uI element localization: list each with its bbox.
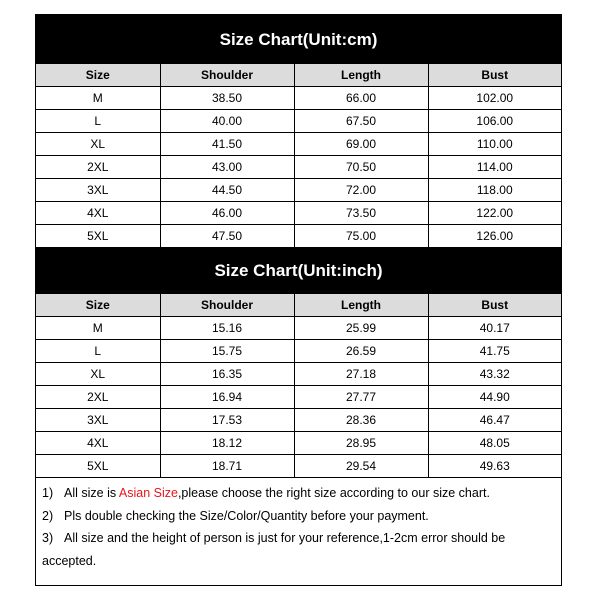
- inch-header-length: Length: [294, 294, 428, 317]
- inch-cell-length: 27.18: [294, 363, 428, 386]
- cm-header-row: [36, 64, 561, 87]
- cm-table-row: [36, 87, 561, 110]
- cm-cell-length: 67.50: [294, 110, 428, 133]
- cm-cell-shoulder: 43.00: [160, 156, 294, 179]
- inch-header-size: Size: [36, 294, 160, 317]
- inch-table-body: [36, 317, 561, 478]
- inch-cell-shoulder: 16.94: [160, 386, 294, 409]
- cm-cell-bust: 106.00: [428, 110, 561, 133]
- size-chart-sheet: [35, 14, 562, 586]
- cm-header-bust: Bust: [428, 64, 561, 87]
- inch-cell-length: 29.54: [294, 455, 428, 478]
- inch-table-row: [36, 455, 561, 478]
- inch-cell-shoulder: 16.35: [160, 363, 294, 386]
- cm-table-row: [36, 110, 561, 133]
- cm-cell-size: 4XL: [36, 202, 160, 225]
- cm-cell-shoulder: 38.50: [160, 87, 294, 110]
- cm-cell-shoulder: 47.50: [160, 225, 294, 248]
- inch-cell-length: 25.99: [294, 317, 428, 340]
- inch-cell-bust: 48.05: [428, 432, 561, 455]
- cm-cell-length: 75.00: [294, 225, 428, 248]
- inch-cell-size: XL: [36, 363, 160, 386]
- note-1-text-end: ,please choose the right size according to our size chart.: [177, 486, 490, 500]
- note-1-text-start: All size is: [64, 486, 119, 500]
- inch-table-row: [36, 317, 561, 340]
- inch-cell-size: 2XL: [36, 386, 160, 409]
- cm-cell-length: 72.00: [294, 179, 428, 202]
- note-2-text: Pls double checking the Size/Color/Quantity before your payment.: [64, 508, 429, 523]
- cm-cell-length: 70.50: [294, 156, 428, 179]
- inch-cell-size: 3XL: [36, 409, 160, 432]
- inch-table-row: [36, 409, 561, 432]
- cm-cell-length: 69.00: [294, 133, 428, 156]
- inch-cell-size: 5XL: [36, 455, 160, 478]
- cm-cell-length: 66.00: [294, 87, 428, 110]
- inch-size-table: [36, 294, 561, 477]
- inch-cell-length: 26.59: [294, 340, 428, 363]
- note-3-text: All size and the height of person is just for your reference,1-2cm error should be accepted.: [42, 531, 506, 568]
- note-1: [42, 482, 555, 505]
- inch-table-row: [36, 340, 561, 363]
- inch-table-row: [36, 432, 561, 455]
- cm-cell-size: XL: [36, 133, 160, 156]
- note-3-number: 3): [42, 531, 54, 545]
- inch-cell-size: M: [36, 317, 160, 340]
- asian-size-highlight: Asian Size: [118, 486, 178, 500]
- cm-cell-bust: 126.00: [428, 225, 561, 248]
- cm-cell-shoulder: 41.50: [160, 133, 294, 156]
- cm-cell-shoulder: 46.00: [160, 202, 294, 225]
- cm-cell-size: 5XL: [36, 225, 160, 248]
- cm-cell-length: 73.50: [294, 202, 428, 225]
- inch-table-row: [36, 363, 561, 386]
- cm-cell-shoulder: 40.00: [160, 110, 294, 133]
- note-3: [42, 527, 555, 572]
- inch-cell-length: 28.36: [294, 409, 428, 432]
- inch-cell-bust: 43.32: [428, 363, 561, 386]
- cm-table-row: [36, 225, 561, 248]
- cm-header-length: Length: [294, 64, 428, 87]
- note-2-number: 2): [42, 508, 54, 523]
- inch-cell-bust: 46.47: [428, 409, 561, 432]
- cm-cell-size: L: [36, 110, 160, 133]
- note-2: [42, 505, 555, 528]
- inch-cell-size: L: [36, 340, 160, 363]
- inch-cell-bust: 40.17: [428, 317, 561, 340]
- inch-cell-shoulder: 17.53: [160, 409, 294, 432]
- inch-cell-size: 4XL: [36, 432, 160, 455]
- cm-header-shoulder: Shoulder: [160, 64, 294, 87]
- cm-cell-shoulder: 44.50: [160, 179, 294, 202]
- cm-cell-size: M: [36, 87, 160, 110]
- notes-section: [36, 477, 561, 572]
- inch-cell-bust: 49.63: [428, 455, 561, 478]
- cm-table-row: [36, 133, 561, 156]
- inch-table-row: [36, 386, 561, 409]
- note-1-number: 1): [42, 486, 54, 500]
- inch-cell-shoulder: 18.12: [160, 432, 294, 455]
- cm-cell-bust: 114.00: [428, 156, 561, 179]
- inch-cell-shoulder: 18.71: [160, 455, 294, 478]
- cm-cell-bust: 110.00: [428, 133, 561, 156]
- inch-header-bust: Bust: [428, 294, 561, 317]
- cm-table-row: [36, 156, 561, 179]
- inch-header-shoulder: Shoulder: [160, 294, 294, 317]
- cm-chart-title: Size Chart(Unit:cm): [36, 15, 561, 64]
- cm-cell-size: 2XL: [36, 156, 160, 179]
- inch-cell-bust: 41.75: [428, 340, 561, 363]
- inch-cell-shoulder: 15.75: [160, 340, 294, 363]
- inch-cell-length: 28.95: [294, 432, 428, 455]
- cm-cell-size: 3XL: [36, 179, 160, 202]
- inch-chart-title: Size Chart(Unit:inch): [36, 247, 561, 294]
- cm-cell-bust: 118.00: [428, 179, 561, 202]
- inch-cell-bust: 44.90: [428, 386, 561, 409]
- cm-size-table: [36, 64, 561, 247]
- cm-cell-bust: 122.00: [428, 202, 561, 225]
- cm-header-size: Size: [36, 64, 160, 87]
- inch-cell-length: 27.77: [294, 386, 428, 409]
- inch-header-row: [36, 294, 561, 317]
- cm-table-body: [36, 87, 561, 248]
- cm-table-row: [36, 202, 561, 225]
- cm-cell-bust: 102.00: [428, 87, 561, 110]
- cm-table-row: [36, 179, 561, 202]
- inch-cell-shoulder: 15.16: [160, 317, 294, 340]
